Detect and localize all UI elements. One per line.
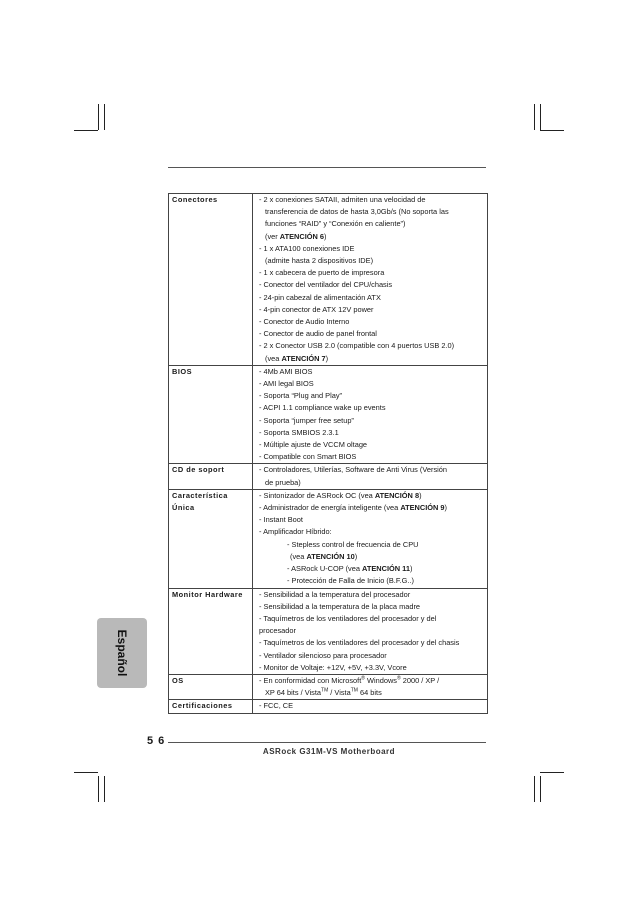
spec-line: - Amplificador Híbrido: — [259, 527, 332, 537]
spec-line: (ver ATENCIÓN 6) — [265, 231, 327, 241]
spec-line: - Soporta “Plug and Play” — [259, 391, 342, 401]
crop-mark — [98, 776, 99, 802]
crop-mark — [74, 130, 98, 131]
spec-line: - Soporta SMBIOS 2.3.1 — [259, 427, 339, 437]
crop-mark — [74, 772, 98, 773]
spec-line: - En conformidad con Microsoft® Windows® 2000 / XP / — [259, 675, 440, 685]
table-row — [169, 588, 488, 674]
spec-line: - 2 x Conector USB 2.0 (compatible con 4 puertos USB 2.0) — [259, 341, 455, 351]
row-value — [253, 464, 488, 489]
spec-line: - Conector del ventilador del CPU/chasis — [259, 280, 393, 290]
spec-line: - Sintonizador de ASRock OC (vea ATENCIÓN 8) — [259, 490, 422, 500]
header-rule — [168, 167, 486, 168]
spec-line: - 1 x ATA100 conexiones IDE — [259, 243, 355, 253]
row-value — [253, 194, 488, 366]
table-row — [169, 464, 488, 489]
footer-rule — [168, 742, 486, 743]
spec-line: - Taquímetros de los ventiladores del procesador y del chasis — [259, 638, 460, 648]
spec-line: - ASRock U-COP (vea ATENCIÓN 11) — [287, 564, 413, 574]
spec-line: (vea ATENCIÓN 7) — [265, 353, 329, 363]
spec-line: - Protección de Falla de Inicio (B.F.G..) — [287, 576, 414, 586]
spec-line: - Taquímetros de los ventiladores del procesador y del — [259, 613, 437, 623]
row-label: BIOS — [169, 365, 253, 464]
row-label: Monitor Hardware — [169, 588, 253, 674]
spec-line: - Administrador de energía inteligente (vea ATENCIÓN 9) — [259, 503, 448, 513]
row-label-line: Única — [172, 503, 195, 513]
table-row — [169, 489, 488, 588]
row-label: CD de soport — [169, 464, 253, 489]
spec-line: - Instant Boot — [259, 515, 303, 525]
spec-line: (admite hasta 2 dispositivos IDE) — [265, 256, 374, 266]
crop-mark — [540, 130, 564, 131]
spec-line: - Compatible con Smart BIOS — [259, 452, 357, 462]
spec-line: - Múltiple ajuste de VCCM oltage — [259, 440, 368, 450]
spec-line: de prueba) — [265, 477, 301, 487]
spec-line: XP 64 bits / Vista™ / Vista™ 64 bits — [265, 687, 382, 698]
language-tab-label: Español — [115, 629, 129, 677]
table-row — [169, 700, 488, 713]
row-label: Conectores — [169, 194, 253, 366]
spec-line: procesador — [259, 626, 296, 636]
row-value — [253, 588, 488, 674]
row-label-line: Característica — [172, 490, 228, 500]
spec-line: - Sensibilidad a la temperatura del procesador — [259, 589, 411, 599]
crop-mark — [540, 776, 541, 802]
row-label: Certificaciones — [169, 700, 253, 713]
spec-line: transferencia de datos de hasta 3,0Gb/s (No soporta las — [265, 207, 449, 217]
row-label: OS — [169, 674, 253, 699]
crop-mark — [540, 772, 564, 773]
crop-mark — [540, 104, 541, 130]
crop-mark — [104, 776, 105, 802]
spec-line: - Ventilador silencioso para procesador — [259, 650, 387, 660]
crop-mark — [534, 776, 535, 802]
row-value — [253, 674, 488, 699]
spec-line: - Controladores, Utilerías, Software de Anti Virus (Versión — [259, 465, 447, 475]
table-row — [169, 365, 488, 464]
spec-line: - 4-pin conector de ATX 12V power — [259, 304, 374, 314]
spec-line: - Sensibilidad a la temperatura de la placa madre — [259, 601, 421, 611]
row-label — [169, 489, 253, 588]
row-value — [253, 365, 488, 464]
crop-mark — [98, 104, 99, 130]
spec-line: funciones “RAID” y “Conexión en caliente”) — [265, 219, 406, 229]
spec-line: - 2 x conexiones SATAII, admiten una velocidad de — [259, 195, 426, 204]
spec-line: - Soporta “jumper free setup” — [259, 415, 354, 425]
spec-table — [168, 193, 488, 714]
crop-mark — [104, 104, 105, 130]
spec-line: - ACPI 1.1 compliance wake up events — [259, 403, 386, 413]
table-row — [169, 194, 488, 366]
footer-title: ASRock G31M-VS Motherboard — [262, 747, 396, 756]
crop-mark — [534, 104, 535, 130]
spec-line: - 1 x cabecera de puerto de impresora — [259, 268, 385, 278]
spec-line: - Conector de audio de panel frontal — [259, 329, 377, 339]
spec-line: - 24-pin cabezal de alimentación ATX — [259, 292, 381, 302]
spec-line: - 4Mb AMI BIOS — [259, 366, 313, 376]
spec-line: - FCC, CE — [259, 701, 294, 711]
spec-line: (vea ATENCIÓN 10) — [290, 551, 358, 561]
row-value — [253, 700, 488, 713]
language-tab — [97, 618, 147, 688]
spec-line: - Monitor de Voltaje: +12V, +5V, +3.3V, Vcore — [259, 662, 407, 672]
row-value — [253, 489, 488, 588]
spec-line: - Conector de Audio Interno — [259, 317, 350, 327]
spec-line: - AMI legal BIOS — [259, 379, 314, 389]
page-number: 5 6 — [147, 735, 166, 747]
table-row — [169, 674, 488, 699]
spec-line: - Stepless control de frecuencia de CPU — [287, 539, 419, 549]
